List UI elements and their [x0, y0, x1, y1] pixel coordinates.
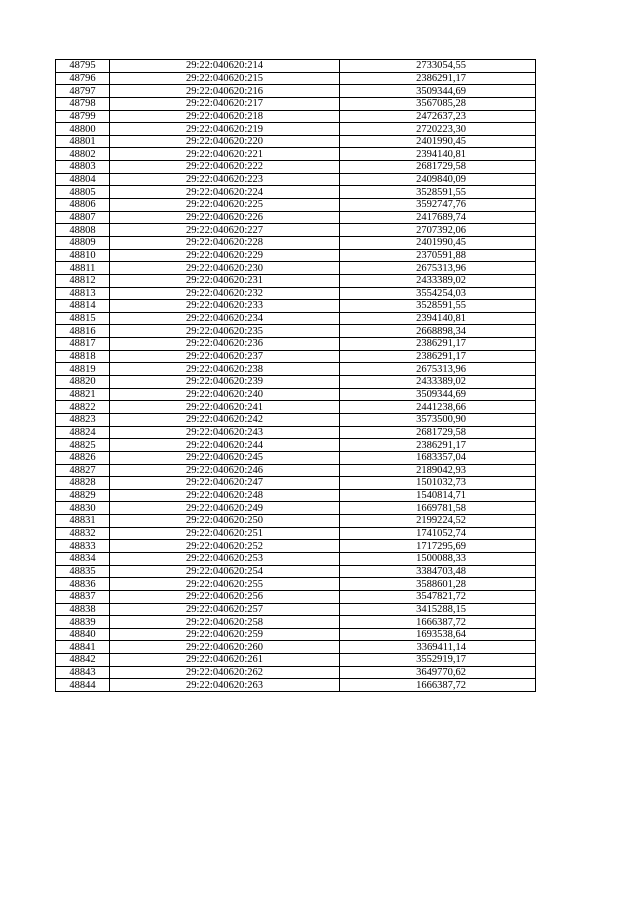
row-number-cell: 48819: [56, 363, 110, 376]
table-row: [56, 666, 536, 679]
table-row: [56, 451, 536, 464]
cadastral-value-cell: 2720223,30: [340, 123, 536, 136]
cadastral-value-cell: 2668898,34: [340, 325, 536, 338]
row-number-cell: 48799: [56, 110, 110, 123]
row-number-cell: 48844: [56, 679, 110, 692]
cadastral-number-cell: 29:22:040620:230: [110, 262, 340, 275]
row-number-cell: 48801: [56, 135, 110, 148]
cadastral-number-cell: 29:22:040620:226: [110, 211, 340, 224]
cadastral-number-cell: 29:22:040620:261: [110, 654, 340, 667]
table-body: [56, 60, 536, 692]
row-number-cell: 48795: [56, 60, 110, 73]
table-row: [56, 439, 536, 452]
row-number-cell: 48841: [56, 641, 110, 654]
table-row: [56, 173, 536, 186]
cadastral-value-cell: 2707392,06: [340, 224, 536, 237]
cadastral-number-cell: 29:22:040620:250: [110, 515, 340, 528]
cadastral-number-cell: 29:22:040620:245: [110, 451, 340, 464]
cadastral-number-cell: 29:22:040620:220: [110, 135, 340, 148]
table-row: [56, 350, 536, 363]
row-number-cell: 48798: [56, 97, 110, 110]
cadastral-number-cell: 29:22:040620:221: [110, 148, 340, 161]
row-number-cell: 48843: [56, 666, 110, 679]
row-number-cell: 48809: [56, 236, 110, 249]
cadastral-value-cell: 2441238,66: [340, 401, 536, 414]
cadastral-value-cell: 2409840,09: [340, 173, 536, 186]
table-row: [56, 603, 536, 616]
cadastral-value-cell: 3552919,17: [340, 654, 536, 667]
cadastral-number-cell: 29:22:040620:219: [110, 123, 340, 136]
table-row: [56, 489, 536, 502]
cadastral-number-cell: 29:22:040620:248: [110, 489, 340, 502]
row-number-cell: 48813: [56, 287, 110, 300]
cadastral-value-cell: 2733054,55: [340, 60, 536, 73]
cadastral-number-cell: 29:22:040620:262: [110, 666, 340, 679]
row-number-cell: 48802: [56, 148, 110, 161]
cadastral-value-cell: 2472637,23: [340, 110, 536, 123]
table-row: [56, 515, 536, 528]
table-row: [56, 148, 536, 161]
row-number-cell: 48796: [56, 72, 110, 85]
cadastral-number-cell: 29:22:040620:246: [110, 464, 340, 477]
cadastral-value-cell: 2386291,17: [340, 72, 536, 85]
cadastral-number-cell: 29:22:040620:225: [110, 199, 340, 212]
row-number-cell: 48804: [56, 173, 110, 186]
cadastral-number-cell: 29:22:040620:251: [110, 527, 340, 540]
cadastral-value-cell: 3573500,90: [340, 413, 536, 426]
cadastral-value-table: [55, 59, 536, 692]
table-row: [56, 110, 536, 123]
table-row: [56, 654, 536, 667]
table-row: [56, 72, 536, 85]
cadastral-value-cell: 2675313,96: [340, 363, 536, 376]
cadastral-value-cell: 3649770,62: [340, 666, 536, 679]
row-number-cell: 48807: [56, 211, 110, 224]
cadastral-value-cell: 3547821,72: [340, 590, 536, 603]
row-number-cell: 48830: [56, 502, 110, 515]
row-number-cell: 48822: [56, 401, 110, 414]
table-row: [56, 274, 536, 287]
cadastral-value-cell: 3369411,14: [340, 641, 536, 654]
cadastral-value-cell: 3588601,28: [340, 578, 536, 591]
row-number-cell: 48832: [56, 527, 110, 540]
cadastral-number-cell: 29:22:040620:231: [110, 274, 340, 287]
row-number-cell: 48831: [56, 515, 110, 528]
table-row: [56, 97, 536, 110]
cadastral-number-cell: 29:22:040620:239: [110, 376, 340, 389]
cadastral-value-cell: 2394140,81: [340, 312, 536, 325]
row-number-cell: 48800: [56, 123, 110, 136]
table-row: [56, 161, 536, 174]
cadastral-value-cell: 2401990,45: [340, 236, 536, 249]
cadastral-number-cell: 29:22:040620:223: [110, 173, 340, 186]
table-row: [56, 616, 536, 629]
row-number-cell: 48812: [56, 274, 110, 287]
table-row: [56, 401, 536, 414]
cadastral-number-cell: 29:22:040620:224: [110, 186, 340, 199]
cadastral-value-cell: 2199224,52: [340, 515, 536, 528]
cadastral-number-cell: 29:22:040620:255: [110, 578, 340, 591]
table-row: [56, 60, 536, 73]
table-row: [56, 464, 536, 477]
cadastral-number-cell: 29:22:040620:240: [110, 388, 340, 401]
cadastral-number-cell: 29:22:040620:260: [110, 641, 340, 654]
table-row: [56, 590, 536, 603]
row-number-cell: 48834: [56, 552, 110, 565]
row-number-cell: 48814: [56, 300, 110, 313]
row-number-cell: 48826: [56, 451, 110, 464]
table-row: [56, 262, 536, 275]
cadastral-number-cell: 29:22:040620:218: [110, 110, 340, 123]
cadastral-value-cell: 1540814,71: [340, 489, 536, 502]
cadastral-value-cell: 2681729,58: [340, 161, 536, 174]
row-number-cell: 48838: [56, 603, 110, 616]
cadastral-value-cell: 1669781,58: [340, 502, 536, 515]
cadastral-number-cell: 29:22:040620:214: [110, 60, 340, 73]
table-row: [56, 338, 536, 351]
cadastral-number-cell: 29:22:040620:256: [110, 590, 340, 603]
cadastral-number-cell: 29:22:040620:252: [110, 540, 340, 553]
table-row: [56, 300, 536, 313]
table-row: [56, 287, 536, 300]
cadastral-value-cell: 2433389,02: [340, 274, 536, 287]
cadastral-value-cell: 2386291,17: [340, 350, 536, 363]
cadastral-number-cell: 29:22:040620:237: [110, 350, 340, 363]
table-row: [56, 325, 536, 338]
row-number-cell: 48823: [56, 413, 110, 426]
cadastral-number-cell: 29:22:040620:217: [110, 97, 340, 110]
cadastral-value-cell: 1717295,69: [340, 540, 536, 553]
row-number-cell: 48818: [56, 350, 110, 363]
table-row: [56, 502, 536, 515]
table-row: [56, 363, 536, 376]
row-number-cell: 48840: [56, 628, 110, 641]
table-row: [56, 135, 536, 148]
row-number-cell: 48817: [56, 338, 110, 351]
cadastral-value-cell: 3509344,69: [340, 388, 536, 401]
row-number-cell: 48816: [56, 325, 110, 338]
row-number-cell: 48839: [56, 616, 110, 629]
row-number-cell: 48833: [56, 540, 110, 553]
row-number-cell: 48836: [56, 578, 110, 591]
row-number-cell: 48842: [56, 654, 110, 667]
cadastral-value-cell: 2370591,88: [340, 249, 536, 262]
row-number-cell: 48797: [56, 85, 110, 98]
row-number-cell: 48828: [56, 477, 110, 490]
cadastral-value-cell: 3528591,55: [340, 186, 536, 199]
cadastral-number-cell: 29:22:040620:259: [110, 628, 340, 641]
cadastral-number-cell: 29:22:040620:215: [110, 72, 340, 85]
cadastral-number-cell: 29:22:040620:234: [110, 312, 340, 325]
table-row: [56, 199, 536, 212]
cadastral-value-cell: 3592747,76: [340, 199, 536, 212]
table-row: [56, 628, 536, 641]
table-row: [56, 224, 536, 237]
cadastral-value-cell: 2433389,02: [340, 376, 536, 389]
cadastral-number-cell: 29:22:040620:216: [110, 85, 340, 98]
cadastral-number-cell: 29:22:040620:243: [110, 426, 340, 439]
cadastral-value-cell: 2681729,58: [340, 426, 536, 439]
cadastral-value-cell: 1500088,33: [340, 552, 536, 565]
cadastral-value-cell: 3554254,03: [340, 287, 536, 300]
table-row: [56, 376, 536, 389]
cadastral-value-cell: 2386291,17: [340, 439, 536, 452]
table-row: [56, 552, 536, 565]
cadastral-value-cell: 1693538,64: [340, 628, 536, 641]
table-row: [56, 85, 536, 98]
cadastral-number-cell: 29:22:040620:247: [110, 477, 340, 490]
cadastral-number-cell: 29:22:040620:238: [110, 363, 340, 376]
table-row: [56, 565, 536, 578]
cadastral-number-cell: 29:22:040620:229: [110, 249, 340, 262]
row-number-cell: 48810: [56, 249, 110, 262]
table-row: [56, 312, 536, 325]
table-row: [56, 211, 536, 224]
table-row: [56, 236, 536, 249]
row-number-cell: 48806: [56, 199, 110, 212]
cadastral-number-cell: 29:22:040620:228: [110, 236, 340, 249]
cadastral-number-cell: 29:22:040620:254: [110, 565, 340, 578]
table-row: [56, 540, 536, 553]
row-number-cell: 48835: [56, 565, 110, 578]
cadastral-number-cell: 29:22:040620:249: [110, 502, 340, 515]
row-number-cell: 48829: [56, 489, 110, 502]
cadastral-value-cell: 2394140,81: [340, 148, 536, 161]
cadastral-number-cell: 29:22:040620:222: [110, 161, 340, 174]
cadastral-number-cell: 29:22:040620:241: [110, 401, 340, 414]
cadastral-number-cell: 29:22:040620:258: [110, 616, 340, 629]
cadastral-value-cell: 2401990,45: [340, 135, 536, 148]
cadastral-value-cell: 2675313,96: [340, 262, 536, 275]
cadastral-value-cell: 3415288,15: [340, 603, 536, 616]
cadastral-number-cell: 29:22:040620:232: [110, 287, 340, 300]
table-row: [56, 641, 536, 654]
row-number-cell: 48837: [56, 590, 110, 603]
table-row: [56, 388, 536, 401]
row-number-cell: 48803: [56, 161, 110, 174]
cadastral-number-cell: 29:22:040620:244: [110, 439, 340, 452]
cadastral-value-cell: 1741052,74: [340, 527, 536, 540]
row-number-cell: 48808: [56, 224, 110, 237]
row-number-cell: 48820: [56, 376, 110, 389]
cadastral-value-cell: 2386291,17: [340, 338, 536, 351]
cadastral-number-cell: 29:22:040620:257: [110, 603, 340, 616]
table-row: [56, 426, 536, 439]
cadastral-value-cell: 3567085,28: [340, 97, 536, 110]
row-number-cell: 48821: [56, 388, 110, 401]
cadastral-number-cell: 29:22:040620:236: [110, 338, 340, 351]
cadastral-value-cell: 3509344,69: [340, 85, 536, 98]
row-number-cell: 48815: [56, 312, 110, 325]
table-row: [56, 186, 536, 199]
cadastral-number-cell: 29:22:040620:263: [110, 679, 340, 692]
cadastral-value-cell: 2189042,93: [340, 464, 536, 477]
cadastral-value-cell: 2417689,74: [340, 211, 536, 224]
cadastral-value-cell: 1501032,73: [340, 477, 536, 490]
row-number-cell: 48811: [56, 262, 110, 275]
cadastral-number-cell: 29:22:040620:253: [110, 552, 340, 565]
table-row: [56, 123, 536, 136]
table-row: [56, 578, 536, 591]
cadastral-value-cell: 3528591,55: [340, 300, 536, 313]
table-row: [56, 527, 536, 540]
cadastral-number-cell: 29:22:040620:242: [110, 413, 340, 426]
table-row: [56, 679, 536, 692]
cadastral-number-cell: 29:22:040620:235: [110, 325, 340, 338]
row-number-cell: 48827: [56, 464, 110, 477]
cadastral-value-cell: 1683357,04: [340, 451, 536, 464]
row-number-cell: 48825: [56, 439, 110, 452]
table-row: [56, 413, 536, 426]
table-row: [56, 249, 536, 262]
row-number-cell: 48824: [56, 426, 110, 439]
cadastral-value-cell: 1666387,72: [340, 679, 536, 692]
cadastral-number-cell: 29:22:040620:233: [110, 300, 340, 313]
cadastral-number-cell: 29:22:040620:227: [110, 224, 340, 237]
row-number-cell: 48805: [56, 186, 110, 199]
table-row: [56, 477, 536, 490]
cadastral-value-cell: 3384703,48: [340, 565, 536, 578]
cadastral-value-cell: 1666387,72: [340, 616, 536, 629]
